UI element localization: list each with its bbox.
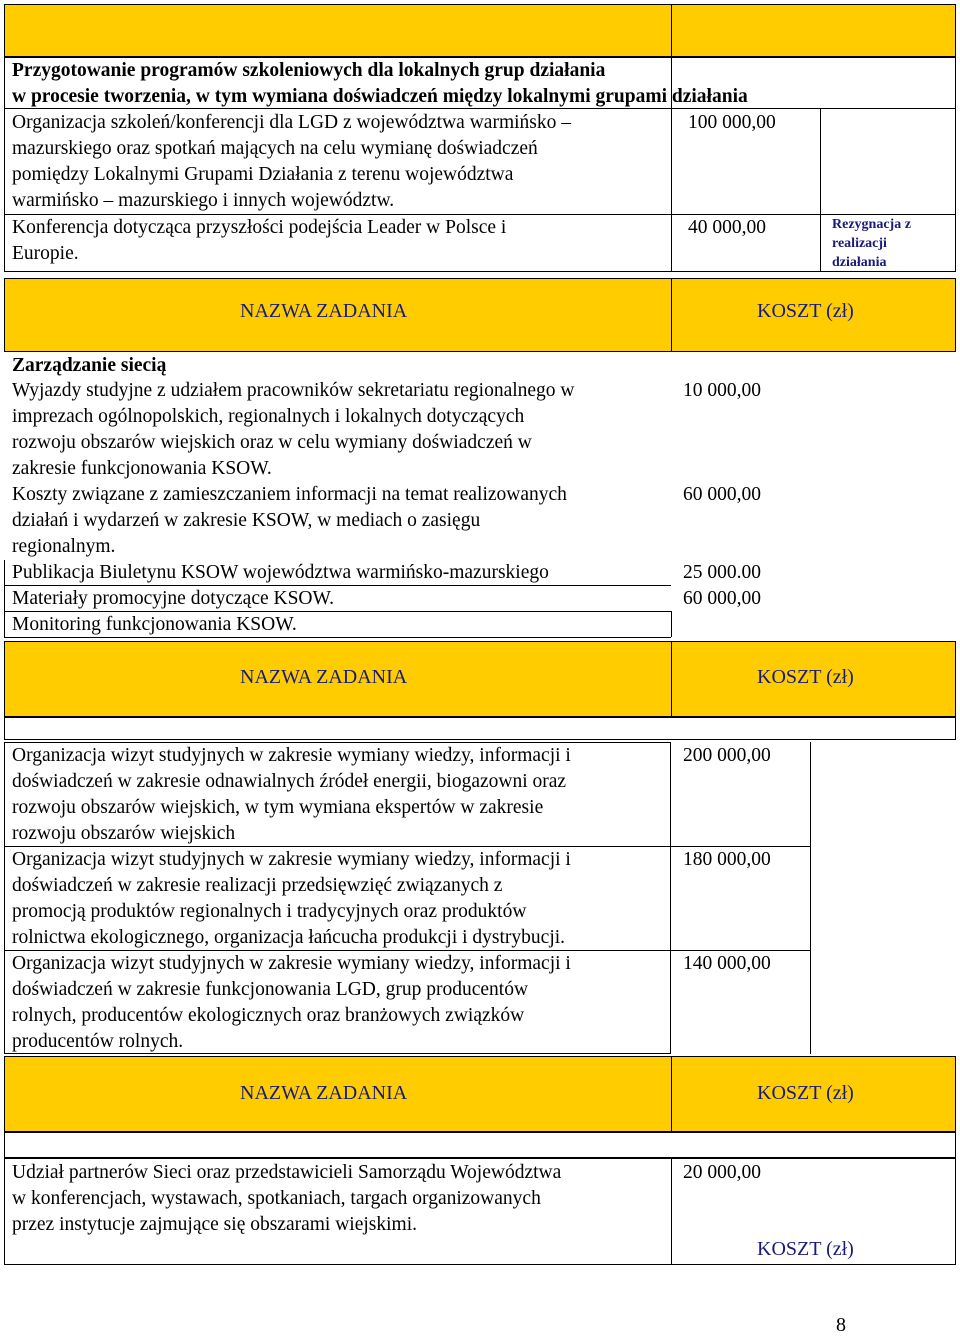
- table3-row-text: producentów rolnych.: [12, 1031, 184, 1052]
- table1-title: Przygotowanie programów szkoleniowych dla lokalnych grup działania: [12, 60, 606, 81]
- table4-row-text: w konferencjach, wystawach, spotkaniach, targach organizowanych: [12, 1188, 541, 1209]
- table4-header-cost: KOSZT (zł): [757, 1082, 854, 1104]
- table3-row-text: rolnictwa ekologicznego, organizacja łańcucha produkcji i dystrybucji.: [12, 927, 566, 948]
- table2-row-text: działań i wydarzeń w zakresie KSOW, w mediach o zasięgu: [12, 510, 481, 531]
- table1-row-cost: 40 000,00: [688, 217, 766, 238]
- table4-cost-divider: [671, 1157, 672, 1265]
- table1-row-text: Organizacja szkoleń/konferencji dla LGD z województwa warmińsko –: [12, 112, 571, 133]
- table3-row-text: Organizacja wizyt studyjnych w zakresie wymiany wiedzy, informacji i: [12, 953, 571, 974]
- table3-row-text: promocją produktów regionalnych i tradycyjnych oraz produktów: [12, 901, 527, 922]
- table2-row-text: Monitoring funkcjonowania KSOW.: [12, 614, 297, 635]
- table3-row-text: doświadczeń w zakresie odnawialnych źródeł energii, biogazowni oraz: [12, 771, 567, 792]
- table1-row-text: Europie.: [12, 243, 79, 264]
- table2-header-task: NAZWA ZADANIA: [240, 300, 408, 322]
- table2-row-cost: 10 000,00: [683, 380, 761, 401]
- table4-row-text: przez instytucje zajmujące się obszarami wiejskimi.: [12, 1214, 418, 1235]
- table2-row-text: regionalnym.: [12, 536, 116, 557]
- table2-grid-line: [671, 611, 672, 637]
- table1-note-divider: [820, 108, 821, 272]
- table3-row-cost: 180 000,00: [683, 849, 771, 870]
- table4-header-task: NAZWA ZADANIA: [240, 1082, 408, 1104]
- table2-row-text: rozwoju obszarów wiejskich oraz w celu wymiany doświadczeń w: [12, 432, 532, 453]
- table1-note: realizacji: [832, 236, 887, 251]
- table4-row-text: Udział partnerów Sieci oraz przedstawicieli Samorządu Województwa: [12, 1162, 562, 1183]
- table2-row-text: Materiały promocyjne dotyczące KSOW.: [12, 588, 335, 609]
- table2-row-text: Wyjazdy studyjne z udziałem pracowników sekretariatu regionalnego w: [12, 380, 575, 401]
- table3-row-text: rolnych, producentów ekologicznych oraz branżowych związków: [12, 1005, 525, 1026]
- table1-top-strip: [4, 4, 956, 58]
- table2-header-cost: KOSZT (zł): [757, 300, 854, 322]
- table2-header-divider: [671, 278, 672, 352]
- table1-row-text: mazurskiego oraz spotkań mających na celu wymianę doświadczeń: [12, 138, 538, 159]
- table4-row-cost: 20 000,00: [683, 1162, 761, 1183]
- table3-row-text: rozwoju obszarów wiejskich, w tym wymiana ekspertów w zakresie: [12, 797, 544, 818]
- table1-row-text: pomiędzy Lokalnymi Grupami Działania z terenu województwa: [12, 164, 514, 185]
- table4-header-divider: [671, 1056, 672, 1133]
- table1-note: Rezygnacja z: [832, 217, 911, 232]
- table1-note: działania: [832, 255, 887, 270]
- table3-row-text: rozwoju obszarów wiejskich: [12, 823, 236, 844]
- table2-row-text: Koszty związane z zamieszczaniem informacji na temat realizowanych: [12, 484, 567, 505]
- table3-row-cost: 140 000,00: [683, 953, 771, 974]
- table2-row-text: imprezach ogólnopolskich, regionalnych i lokalnych dotyczących: [12, 406, 525, 427]
- table2-row-cost: 25 000.00: [683, 562, 761, 583]
- table3-row-text: doświadczeń w zakresie funkcjonowania LGD, grup producentów: [12, 979, 529, 1000]
- table3-row-cost: 200 000,00: [683, 745, 771, 766]
- table2-row-cost: 60 000,00: [683, 484, 761, 505]
- table3-cost-border: [810, 742, 811, 1054]
- page-number: 8: [836, 1314, 846, 1336]
- table3-row-text: Organizacja wizyt studyjnych w zakresie wymiany wiedzy, informacji i: [12, 849, 571, 870]
- table1-strip-divider: [671, 4, 672, 58]
- table3-header-task: NAZWA ZADANIA: [240, 666, 408, 688]
- table2-grid-line: [4, 560, 5, 637]
- table2-row-cost: 60 000,00: [683, 588, 761, 609]
- table3-row-text: Organizacja wizyt studyjnych w zakresie wymiany wiedzy, informacji i: [12, 745, 571, 766]
- table3-spacer-row: [4, 716, 956, 740]
- table3-header-cost: KOSZT (zł): [757, 666, 854, 688]
- table4-footer-cost: KOSZT (zł): [757, 1238, 854, 1260]
- table1-row-text: Konferencja dotycząca przyszłości podejścia Leader w Polsce i: [12, 217, 507, 238]
- table2-row-text: zakresie funkcjonowania KSOW.: [12, 458, 272, 479]
- table2-section-title: Zarządzanie siecią: [12, 355, 167, 376]
- table2-row-text: Publikacja Biuletynu KSOW województwa warmińsko-mazurskiego: [12, 562, 549, 583]
- table1-row-cost: 100 000,00: [688, 112, 776, 133]
- table1-row-text: warmińsko – mazurskiego i innych województw.: [12, 190, 395, 211]
- table3-header-divider: [671, 641, 672, 718]
- table3-row-text: doświadczeń w zakresie realizacji przedsięwzięć związanych z: [12, 875, 503, 896]
- table1-title: w procesie tworzenia, w tym wymiana doświadczeń między lokalnymi grupami działania: [12, 86, 748, 107]
- table4-spacer-row: [4, 1131, 956, 1159]
